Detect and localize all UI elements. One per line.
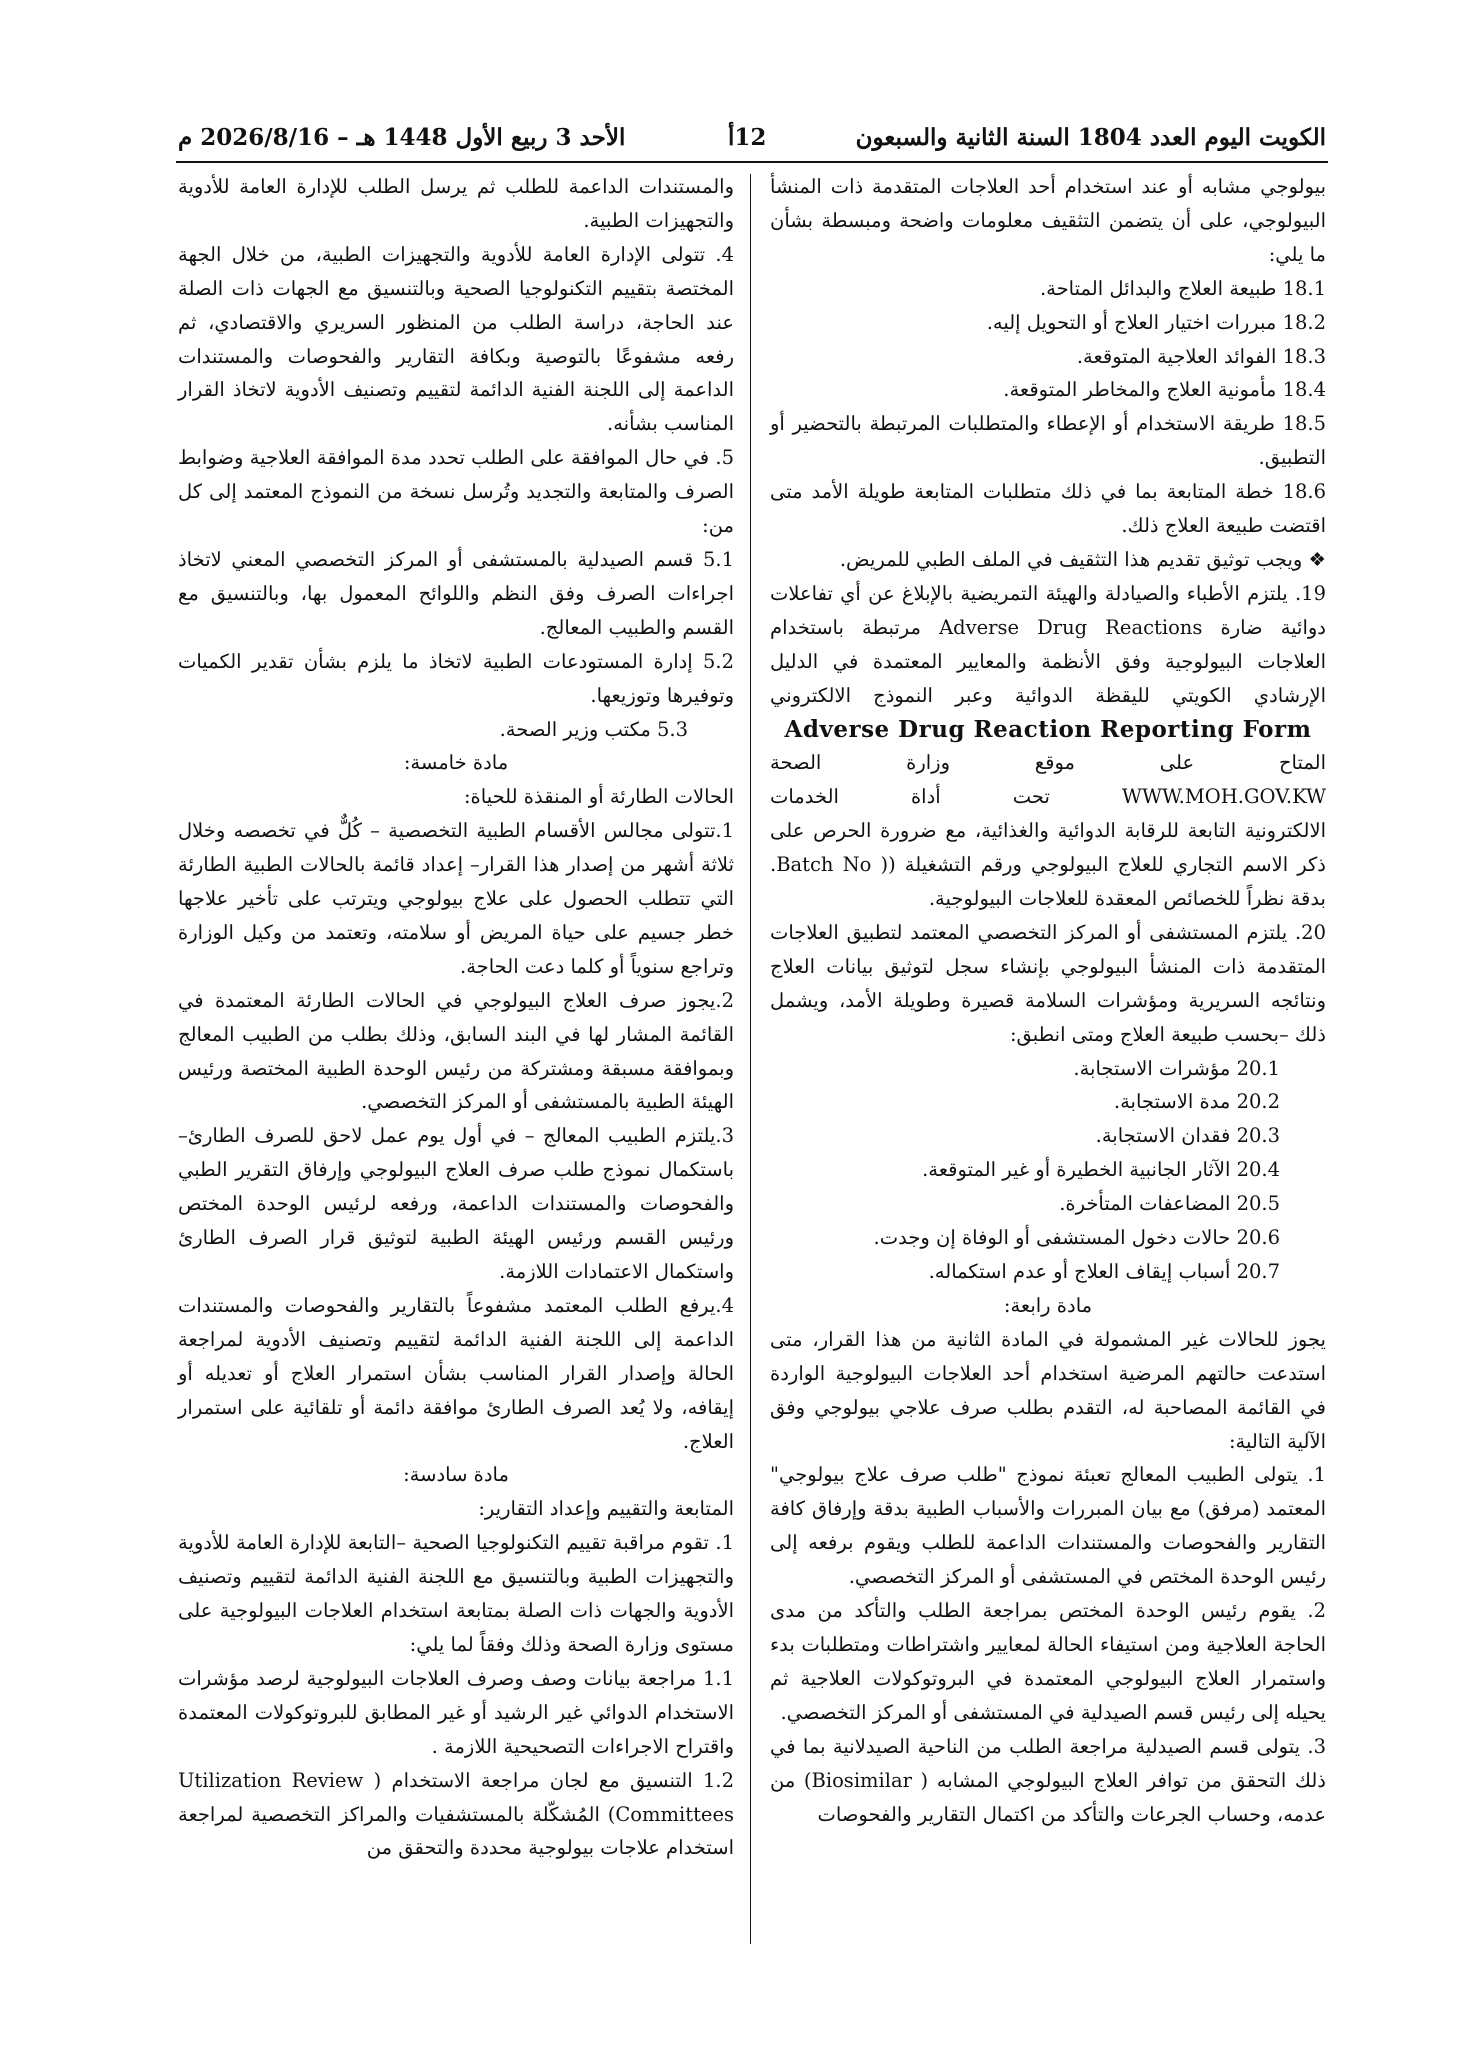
list-item: 1.تتولى مجالس الأقسام الطبية التخصصية – كُلٌّ في تخصصه وخلال ثلاثة أشهر من إصدار هذا القرار– إعداد قائمة بالحالات الطبية الطارئة التي تتطلب الحصول على علاج بيولوجي ويترتب على تأخير علاجها خطر جسيم على حياة المريض أو سلامته، وتعتمد من وكيل الوزارة وتراجع سنوياً أو كلما دعت الحاجة. (178, 819, 734, 978)
list-item: 4.يرفع الطلب المعتمد مشفوعاً بالتقارير والفحوصات والمستندات الداعمة إلى اللجنة الفنية الدائمة لتقييم وتصنيف الأدوية لمراجعة الحالة وإصدار القرار المناسب بشأن استمرار العلاج أو تعديله أو إيقافه، ولا يُعد الصرف الطارئ موافقة دائمة أو تلقائية على استمرار العلاج. (178, 1293, 734, 1453)
list-item: 1.1 مراجعة بيانات وصف وصرف العلاجات البيولوجية لرصد مؤشرات الاستخدام الدوائي غير الرشيد أو غير المطابق للبروتوكولات المعتمدة واقتراح الاجراءات التصحيحية اللازمة . (178, 1666, 734, 1758)
list-item: 20.4 الآثار الجانبية الخطيرة أو غير المتوقعة. (922, 1158, 1280, 1182)
list-item: 4. تتولى الإدارة العامة للأدوية والتجهيزات الطبية، من خلال الجهة المختصة بتقييم التكنولوجيا الصحية وبالتنسيق مع الجهات ذات الصلة عند الحاجة، دراسة الطلب من المنظور السريري والاقتصادي، ثم رفعه مشفوعًا بالتوصية وبكافة التقارير والفحوصات والمستندات الداعمة إلى اللجنة الفنية الدائمة لتقييم وتصنيف الأدوية لاتخاذ القرار المناسب بشأنه. (178, 242, 734, 436)
header-rule (176, 161, 1328, 163)
list-item: 5.1 قسم الصيدلية بالمستشفى أو المركز التخصصي المعني لاتخاذ اجراءات الصرف وفق النظم واللوائح المعمول بها، وبالتنسيق مع القسم والطبيب المعالج. (178, 547, 734, 639)
article-heading: مادة خامسة: (403, 751, 509, 775)
list-item: 18.5 طريقة الاستخدام أو الإعطاء والمتطلبات المرتبطة بالتحضير أو التطبيق. (770, 412, 1326, 470)
list-item: 20.3 فقدان الاستجابة. (1095, 1124, 1280, 1148)
list-item: 20.1 مؤشرات الاستجابة. (1073, 1056, 1280, 1080)
list-item: 2. يقوم رئيس الوحدة المختص بمراجعة الطلب والتأكد من مدى الحاجة العلاجية ومن استيفاء الحالة لمعايير واشتراطات ومتطلبات بدء واستمرار العلاج البيولوجي المعتمدة في البروتوكولات العلاجية ثم يحيله إلى رئيس قسم الصيدلية في المستشفى أو المركز التخصصي. (770, 1599, 1326, 1724)
list-item: 20.6 حالات دخول المستشفى أو الوفاة إن وجدت. (873, 1226, 1280, 1250)
website-line: WWW.MOH.GOV.KW تحت أداة الخدمات (770, 785, 1326, 809)
paragraph: والمستندات الداعمة للطلب ثم يرسل الطلب للإدارة العامة للأدوية والتجهيزات الطبية. (178, 175, 734, 232)
list-item: 5.3 مكتب وزير الصحة. (499, 717, 688, 741)
list-item: 20.5 المضاعفات المتأخرة. (1059, 1192, 1280, 1216)
paragraph: المتاح على موقع وزارة الصحة (770, 751, 1326, 775)
paragraph: يجوز للحالات غير المشمولة في المادة الثانية من هذا القرار، متى استدعت حالتهم المرضية استخدام أحد العلاجات البيولوجية الواردة في القائمة المصاحبة له، التقدم بطلب صرف علاجي بيولوجي وفق الآلية التالية: (770, 1327, 1326, 1453)
list-item: 3. يتولى قسم الصيدلية مراجعة الطلب من الناحية الصيدلانية بما في ذلك التحقق من توافر العلاج البيولوجي المشابه ( Biosimilar) من عدمه، وحساب الجرعات والتأكد من اكتمال التقارير والفحوصات (770, 1734, 1326, 1826)
list-item: 2.يجوز صرف العلاج البيولوجي في الحالات الطارئة المعتمدة في القائمة المشار لها في البند السابق، وذلك بطلب من الطبيب المعالج وبموافقة مسبقة ومشتركة من رئيس الوحدة الطبية المختصة ورئيس الهيئة الطبية بالمستشفى أو المركز التخصصي. (178, 988, 734, 1114)
header-date: الأحد 3 ربيع الأول 1448 هـ – 2026/8/16 م (178, 124, 626, 151)
list-item: 1.2 التنسيق مع لجان مراجعة الاستخدام ( Utilization Review Committees) المُشكّلة بالمستشفيات والمراكز التخصصية لمراجعة استخدام علاجات بيولوجية محددة والتحقق من (178, 1768, 734, 1860)
list-item: 18.4 مأمونية العلاج والمخاطر المتوقعة. (1003, 378, 1326, 402)
right-column (770, 170, 1326, 1831)
list-item: 5. في حال الموافقة على الطلب تحدد مدة الموافقة العلاجية وضوابط الصرف والمتابعة والتجديد وتُرسل نسخة من النموذج المعتمد إلى كل من: (178, 446, 734, 538)
list-item: 18.3 الفوائد العلاجية المتوقعة. (1076, 344, 1326, 368)
paragraph: 20. يلتزم المستشفى أو المركز التخصصي المعتمد لتطبيق العلاجات المتقدمة ذات المنشأ البيولوجي بإنشاء سجل لتوثيق بيانات العلاج ونتائجه السريرية ومؤشرات السلامة قصيرة وطويلة الأمد، ويشمل ذلك –بحسب طبيعة العلاج ومتى انطبق: (770, 920, 1326, 1046)
list-item: 3.يلتزم الطبيب المعالج – في أول يوم عمل لاحق للصرف الطارئ– باستكمال نموذج طلب صرف العلاج البيولوجي وإرفاق التقرير الطبي والفحوصات والمستندات الداعمة، ورفعه لرئيس الوحدة المختص ورئيس القسم ورئيس الهيئة الطبية لتوثيق قرار الصرف الطارئ واستكمال الاعتمادات اللازمة. (178, 1124, 734, 1283)
article-heading: مادة رابعة: (1003, 1293, 1093, 1317)
page-header (178, 118, 1326, 160)
section-title: المتابعة والتقييم وإعداد التقارير: (478, 1497, 734, 1521)
form-name: Adverse Drug Reaction Reporting Form (784, 715, 1312, 743)
list-item: 20.7 أسباب إيقاف العلاج أو عدم استكماله. (928, 1260, 1280, 1283)
list-item: 18.2 مبررات اختيار العلاج أو التحويل إليه. (986, 310, 1326, 334)
list-item: 18.6 خطة المتابعة بما في ذلك متطلبات المتابعة طويلة الأمد متى اقتضت طبيعة العلاج ذلك. (770, 480, 1326, 538)
left-column (178, 170, 734, 1865)
section-title: الحالات الطارئة أو المنقذة للحياة: (463, 785, 734, 809)
column-divider (750, 174, 751, 1944)
list-item: 1. تقوم مراقبة تقييم التكنولوجيا الصحية –التابعة للإدارة العامة للأدوية والتجهيزات الطبية وبالتنسيق مع اللجنة الفنية الدائمة لتقييم وتصنيف الأدوية والجهات ذات الصلة بمتابعة استخدام العلاجات البيولوجية على مستوى وزارة الصحة وذلك وفقاً لما يلي: (178, 1531, 734, 1656)
article-heading: مادة سادسة: (403, 1463, 509, 1487)
paragraph: 19. يلتزم الأطباء والصيادلة والهيئة التمريضية بالإبلاغ عن أي تفاعلات دوائية ضارة Adverse Drug Reactions مرتبطة باستخدام العلاجات البيولوجية وفق الأنظمة والمعايير المعتمدة في الدليل الإرشادي الكويتي لليقظة الدوائية وعبر النموذج الالكتروني (770, 581, 1326, 707)
list-item: 18.1 طبيعة العلاج والبدائل المتاحة. (1039, 276, 1326, 300)
paragraph: بيولوجي مشابه أو عند استخدام أحد العلاجات المتقدمة ذات المنشأ البيولوجي، على أن يتضمن التثقيف معلومات واضحة ومبسطة بشأن ما يلي: (770, 175, 1326, 266)
list-item: 1. يتولى الطبيب المعالج تعبئة نموذج "طلب صرف علاج بيولوجي" المعتمد (مرفق) مع بيان المبررات والأسباب الطبية بدقة وإرفاق كافة التقارير والفحوصات والمستندات الداعمة للطلب ويقوم برفعه إلى رئيس الوحدة المختص في المستشفى أو المركز التخصصي. (770, 1463, 1326, 1589)
header-page-number: 12أ (728, 124, 767, 151)
header-issue: الكويت اليوم العدد 1804 السنة الثانية والسبعون (855, 124, 1326, 151)
list-item: 5.2 إدارة المستودعات الطبية لاتخاذ ما يلزم بشأن تقدير الكميات وتوفيرها وتوزيعها. (178, 649, 734, 707)
list-item: 20.2 مدة الاستجابة. (1113, 1090, 1280, 1114)
paragraph: الالكترونية التابعة للرقابة الدوائية والغذائية، مع ضرورة الحرص على ذكر الاسم التجاري للعلاج البيولوجي ورقم التشغيلة (( Batch No. بدقة نظراً للخصائص المعقدة للعلاجات البيولوجية. (770, 819, 1326, 911)
note-item: ❖ ويجب توثيق تقديم هذا التثقيف في الملف الطبي للمريض. (839, 547, 1326, 571)
